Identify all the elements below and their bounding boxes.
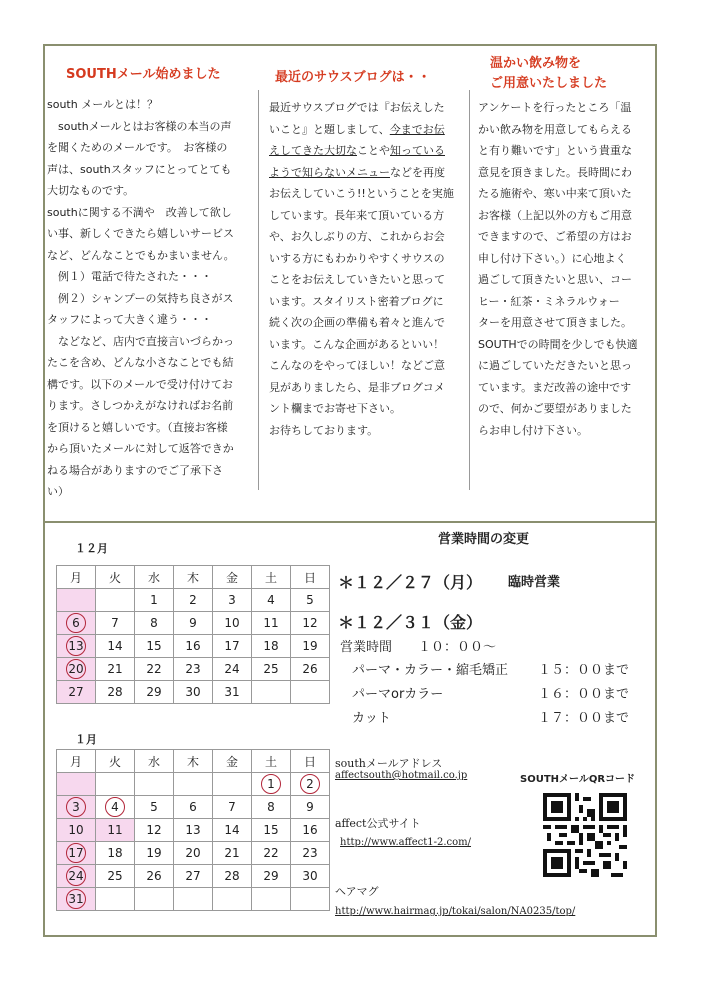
column-divider-2 — [469, 90, 470, 490]
holiday-circle: 2 — [300, 774, 320, 794]
calendar-day: 28 — [213, 865, 252, 888]
hours-title: 営業時間の変更 — [438, 532, 530, 547]
calendar-day: 9 — [174, 612, 213, 635]
calendar-day: 10 — [213, 612, 252, 635]
drinks-line: ヒー・紅茶・ミネラルウォー — [478, 294, 620, 308]
calendar-day — [57, 842, 96, 865]
drinks-line: SOUTHでの時間を少しでも快適 — [478, 337, 638, 351]
south-mail-line: い事、新しくできたら嬉しいサービス — [47, 227, 234, 240]
section-divider — [43, 521, 657, 523]
south-mail-line: 声は、southスタッフにとってとても — [47, 162, 232, 176]
holiday-circle: 4 — [105, 797, 125, 817]
calendar-day: 26 — [135, 865, 174, 888]
hours-item-label: パーマ・カラー・縮毛矯正 — [352, 663, 509, 678]
holiday-circle: 1 — [261, 774, 281, 794]
blog-line: ようで知らないメニューなどを再度 — [269, 165, 445, 179]
calendar-day: 21 — [213, 842, 252, 865]
calendar-day — [57, 888, 96, 911]
south-mail-line: から頂いたメールに対して返答できか — [47, 442, 234, 455]
december-calendar — [56, 565, 330, 704]
south-mail-line: を聞くためのメールです。 お客様の — [47, 141, 228, 154]
calendar-day: 24 — [213, 658, 252, 681]
calendar-day: 19 — [291, 635, 330, 658]
south-mail-line: 例２）シャンプーの気持ち良さがス — [47, 291, 234, 305]
calendar-day — [252, 681, 291, 704]
site-link[interactable]: http://www.affect1-2.com/ — [340, 837, 472, 848]
weekday-header: 火 — [96, 750, 135, 773]
drinks-line: 申し付け下さい。）に心地よく — [478, 251, 627, 265]
weekday-header: 土 — [252, 750, 291, 773]
calendar-day: 31 — [213, 681, 252, 704]
drinks-line: かい飲み物を用意してもらえる — [478, 122, 632, 136]
south-mail-line: を頂けると嬉しいです。（直接お客様 — [47, 420, 228, 434]
weekday-header: 金 — [213, 750, 252, 773]
hours-item-label: パーマorカラー — [352, 687, 444, 702]
calendar-day: 8 — [135, 612, 174, 635]
calendar-day: 20 — [174, 842, 213, 865]
drinks-line: ので、何かご要望がありました — [478, 402, 632, 415]
calendar-day — [174, 773, 213, 796]
holiday-circle: 31 — [66, 889, 86, 909]
calendar-day — [57, 865, 96, 888]
south-mail-line: ります。さしつかえがなければお名前 — [47, 399, 234, 412]
blog-text — [269, 97, 469, 441]
hairmag-label: ヘアマグ — [335, 885, 379, 898]
hours-item-label: カット — [352, 711, 391, 726]
blog-line: 最近サウスブログでは『お伝えした — [269, 101, 445, 114]
drinks-line: お客様（上記以外の方もご用意 — [478, 208, 632, 222]
calendar-day — [57, 589, 96, 612]
calendar-day: 11 — [96, 819, 135, 842]
hours-open: 営業時間 １０：００～ — [340, 640, 497, 655]
blog-line: 続く次の企画の準備も着々と進んで — [269, 316, 445, 329]
holiday-circle: 24 — [66, 866, 86, 886]
calendar-day: 29 — [252, 865, 291, 888]
january-title: １月 — [75, 733, 97, 746]
heading-south-mail: SOUTHメール始めました — [66, 67, 221, 82]
holiday-circle: 17 — [66, 843, 86, 863]
hairmag-link[interactable]: http://www.hairmag.jp/tokai/salon/NA0235/top/ — [335, 906, 576, 917]
mail-label: southメールアドレス — [335, 757, 443, 770]
drinks-line: と有り難いです」という貴重な — [478, 144, 632, 157]
calendar-day: 18 — [252, 635, 291, 658]
december-title: １２月 — [75, 542, 108, 555]
calendar-day — [213, 888, 252, 911]
blog-line: います。スタイリスト密着ブログに — [269, 294, 444, 308]
heading-drinks-1: 温かい飲み物を — [490, 56, 582, 71]
drinks-line: ターを用意させて頂きました。 — [478, 316, 632, 329]
holiday-circle: 20 — [66, 659, 86, 679]
calendar-day: 16 — [291, 819, 330, 842]
calendar-day: 17 — [213, 635, 252, 658]
weekday-header: 木 — [174, 750, 213, 773]
column-divider-1 — [258, 90, 259, 490]
weekday-header: 土 — [252, 566, 291, 589]
south-mail-line: 例１）電話で待たされた・・・ — [47, 270, 212, 283]
calendar-day: 13 — [174, 819, 213, 842]
drinks-line: 意見を頂きました。長時間にわ — [478, 165, 632, 179]
calendar-day: 29 — [135, 681, 174, 704]
calendar-day: 22 — [252, 842, 291, 865]
site-label: affect公式サイト — [335, 817, 421, 830]
blog-line: ことをお伝えしていきたいと思って — [269, 273, 445, 286]
south-mail-line: 構です。以下のメールで受け付けてお — [47, 377, 233, 391]
calendar-day: 15 — [135, 635, 174, 658]
calendar-day: 8 — [252, 796, 291, 819]
calendar-day: 26 — [291, 658, 330, 681]
calendar-day — [96, 888, 135, 911]
calendar-day — [213, 773, 252, 796]
calendar-day — [96, 589, 135, 612]
south-mail-line: など、どんなことでもかまいません。 — [47, 248, 235, 262]
calendar-day — [135, 773, 174, 796]
calendar-day: 28 — [96, 681, 135, 704]
calendar-day — [57, 658, 96, 681]
calendar-day: 4 — [252, 589, 291, 612]
calendar-day: 1 — [135, 589, 174, 612]
blog-line: 見がありましたら、是非ブログコメ — [269, 380, 445, 394]
january-calendar — [56, 749, 330, 911]
south-mail-line: southメールとはお客様の本当の声 — [47, 119, 232, 133]
blog-line: ント欄までお寄せ下さい。 — [269, 402, 401, 415]
temporary-open: 臨時営業 — [508, 575, 561, 590]
calendar-day: 6 — [174, 796, 213, 819]
calendar-day: 21 — [96, 658, 135, 681]
heading-blog: 最近のサウスブログは・・ — [275, 70, 431, 85]
weekday-header: 火 — [96, 566, 135, 589]
south-mail-line: southに関する不満や 改善して欲し — [47, 205, 232, 219]
calendar-day: 27 — [174, 865, 213, 888]
calendar-day: 23 — [174, 658, 213, 681]
calendar-day: 3 — [213, 589, 252, 612]
south-mail-line: タッフによって大きく違う・・・ — [47, 313, 212, 326]
blog-line: しています。長年来て頂いている方 — [269, 208, 445, 222]
weekday-header: 水 — [135, 566, 174, 589]
qr-code-icon[interactable] — [543, 793, 627, 877]
calendar-day — [252, 773, 291, 796]
heading-drinks-2: ご用意いたしました — [490, 76, 608, 91]
south-mail-line: たこを含め、どんな小さなことでも結 — [47, 356, 234, 369]
calendar-day: 9 — [291, 796, 330, 819]
drinks-line: らお申し付け下さい。 — [478, 423, 588, 437]
calendar-day: 30 — [174, 681, 213, 704]
holiday-circle: 6 — [66, 613, 86, 633]
calendar-day: 14 — [213, 819, 252, 842]
calendar-day: 5 — [135, 796, 174, 819]
calendar-day: 16 — [174, 635, 213, 658]
calendar-day — [291, 773, 330, 796]
mail-address-link[interactable]: affectsouth@hotmail.co.jp — [335, 770, 468, 781]
calendar-day: 25 — [252, 658, 291, 681]
calendar-day — [291, 888, 330, 911]
weekday-header: 日 — [291, 750, 330, 773]
weekday-header: 金 — [213, 566, 252, 589]
calendar-day: 25 — [96, 865, 135, 888]
holiday-circle: 3 — [66, 797, 86, 817]
calendar-day — [252, 888, 291, 911]
blog-line: えしてきた大切なことや知っている — [269, 144, 445, 157]
calendar-day: 12 — [135, 819, 174, 842]
blog-line: こんなのをやってほしい！などご意 — [269, 359, 445, 372]
calendar-day: 12 — [291, 612, 330, 635]
hours-item-time: １７：００まで — [538, 711, 630, 726]
blog-line: います。こんな企画があるといい！ — [269, 337, 445, 351]
hours-item-time: １５：００まで — [538, 663, 630, 678]
drinks-text — [478, 97, 653, 441]
south-mail-line: い） — [47, 485, 69, 498]
weekday-header: 水 — [135, 750, 174, 773]
drinks-line: できますので、ご希望の方はお — [478, 230, 632, 243]
calendar-day — [57, 612, 96, 635]
calendar-day: 11 — [252, 612, 291, 635]
calendar-day: 5 — [291, 589, 330, 612]
drinks-line: に過ごしていただきたいと思っ — [478, 359, 632, 372]
calendar-day: 18 — [96, 842, 135, 865]
weekday-header: 月 — [57, 566, 96, 589]
calendar-day — [291, 681, 330, 704]
blog-line: いこと』と題しまして、今までお伝 — [269, 122, 445, 136]
south-mail-line: south メールとは！？ — [47, 98, 158, 111]
calendar-day: 22 — [135, 658, 174, 681]
calendar-day: 19 — [135, 842, 174, 865]
south-mail-line: などなど、店内で直接言いづらかっ — [47, 334, 234, 348]
qr-label: SOUTHメールQRコード — [520, 774, 636, 785]
weekday-header: 月 — [57, 750, 96, 773]
drinks-line: ています。まだ改善の途中です — [478, 380, 632, 394]
calendar-day — [57, 635, 96, 658]
calendar-day: 27 — [57, 681, 96, 704]
calendar-day — [57, 773, 96, 796]
blog-line: お伝えしていこう!!ということを実施 — [269, 187, 454, 200]
weekday-header: 日 — [291, 566, 330, 589]
calendar-day: 7 — [213, 796, 252, 819]
calendar-day: 30 — [291, 865, 330, 888]
calendar-day: 23 — [291, 842, 330, 865]
drinks-line: アンケートを行ったところ「温 — [478, 101, 632, 114]
calendar-day: 2 — [174, 589, 213, 612]
blog-line: お待ちしております。 — [269, 423, 379, 437]
blog-line: いする方にもわかりやすくサウスの — [269, 251, 445, 265]
date-1227: ＊１２／２７（月） — [338, 573, 483, 592]
calendar-day: 7 — [96, 612, 135, 635]
calendar-day: 10 — [57, 819, 96, 842]
calendar-day — [57, 796, 96, 819]
south-mail-text — [47, 94, 257, 503]
hours-item-time: １６：００まで — [538, 687, 630, 702]
calendar-day — [96, 796, 135, 819]
calendar-day: 14 — [96, 635, 135, 658]
date-1231: ＊１２／３１（金） — [338, 613, 483, 632]
holiday-circle: 13 — [66, 636, 86, 656]
calendar-day — [135, 888, 174, 911]
calendar-day — [174, 888, 213, 911]
blog-line: や、お久しぶりの方、これからお会 — [269, 230, 445, 243]
calendar-day: 15 — [252, 819, 291, 842]
weekday-header: 木 — [174, 566, 213, 589]
drinks-line: たる施術や、寒い中来て頂いた — [478, 187, 632, 200]
south-mail-line: 大切なものです。 — [47, 184, 135, 197]
south-mail-line: ねる場合がありますのでご了承下さ — [47, 463, 223, 477]
drinks-line: 過ごして頂きたいと思い、コー — [478, 273, 632, 286]
calendar-day — [96, 773, 135, 796]
